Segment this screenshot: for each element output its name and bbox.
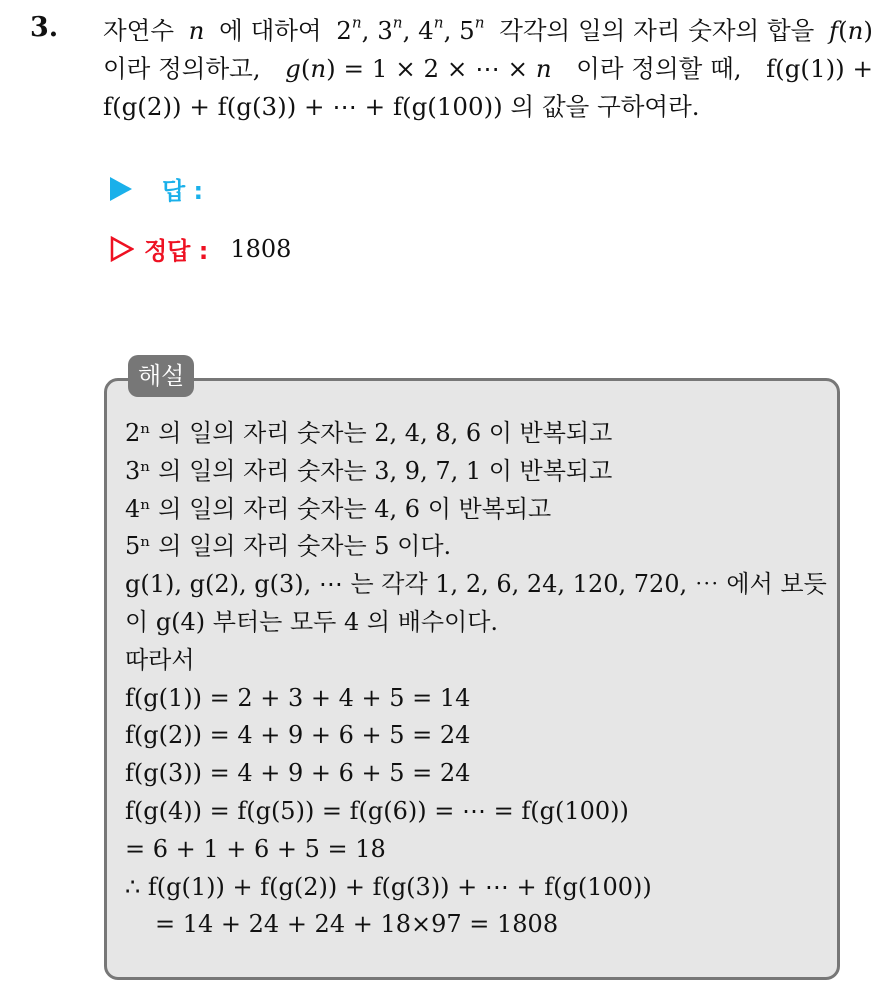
correct-answer-label: 정답 : <box>144 237 209 265</box>
solution-line: 따라서 <box>125 645 195 674</box>
outline-triangle-right-icon <box>110 236 134 262</box>
solution-line: 5ⁿ 의 일의 자리 숫자는 5 이다. <box>125 532 452 561</box>
solution-line: 이 g(4) 부터는 모두 4 의 배수이다. <box>125 607 499 636</box>
q1-powers: 2$^n$, 3$^n$, 4$^n$, 5$^n$ <box>336 13 485 45</box>
solution-line: f(g(2)) = 4 + 9 + 6 + 5 = 24 <box>125 721 471 750</box>
question-number: 3. <box>30 12 59 43</box>
solution-lines <box>125 415 825 944</box>
solution-line: 3ⁿ 의 일의 자리 숫자는 3, 9, 7, 1 이 반복되고 <box>125 456 613 485</box>
q1-text-b: 에 대하여 <box>219 16 322 45</box>
q1-text-c: 각각의 일의 자리 숫자의 합을 <box>499 16 815 45</box>
filled-triangle-right-icon <box>110 177 132 201</box>
correct-answer-row <box>110 231 291 266</box>
q3-text: 의 값을 구하여라. <box>510 92 700 121</box>
q2-tail: f(g(1)) + <box>766 54 873 83</box>
question-line-3 <box>103 88 873 126</box>
q1-text-a: 자연수 <box>103 16 175 45</box>
correct-answer-value: 1808 <box>230 234 292 263</box>
q1-fn: f(n) <box>829 16 873 45</box>
q3-expr: f(g(2)) + f(g(3)) + ⋯ + f(g(100)) <box>103 92 503 121</box>
solution-title-tab: 해설 <box>128 355 194 397</box>
solution-line: = 14 + 24 + 24 + 18×97 = 1808 <box>155 910 559 939</box>
q2-text-b: 이라 정의할 때, <box>576 54 742 83</box>
question-line-1 <box>103 12 873 50</box>
solution-line: = 6 + 1 + 6 + 5 = 18 <box>125 834 386 863</box>
solution-line: 4ⁿ 의 일의 자리 숫자는 4, 6 이 반복되고 <box>125 494 552 523</box>
q1-var-n: n <box>188 16 205 45</box>
solution-line: f(g(1)) = 2 + 3 + 4 + 5 = 14 <box>125 683 471 712</box>
solution-line: f(g(4)) = f(g(5)) = f(g(6)) = ⋯ = f(g(100)) <box>125 796 629 825</box>
answer-row <box>110 171 203 206</box>
answer-label: 답 : <box>162 177 204 205</box>
q2-expr: g(n) = 1 × 2 × ⋯ × n <box>285 54 552 83</box>
solution-line: ∴ f(g(1)) + f(g(2)) + f(g(3)) + ⋯ + f(g(100)) <box>125 872 652 901</box>
solution-line: 2ⁿ 의 일의 자리 숫자는 2, 4, 8, 6 이 반복되고 <box>125 419 613 447</box>
solution-line: g(1), g(2), g(3), ⋯ 는 각각 1, 2, 6, 24, 120, 720, ⋯ 에서 보듯 <box>125 570 827 599</box>
q2-text-a: 이라 정의하고, <box>103 54 261 83</box>
question-line-2 <box>103 50 873 88</box>
solution-line: f(g(3)) = 4 + 9 + 6 + 5 = 24 <box>125 759 471 788</box>
